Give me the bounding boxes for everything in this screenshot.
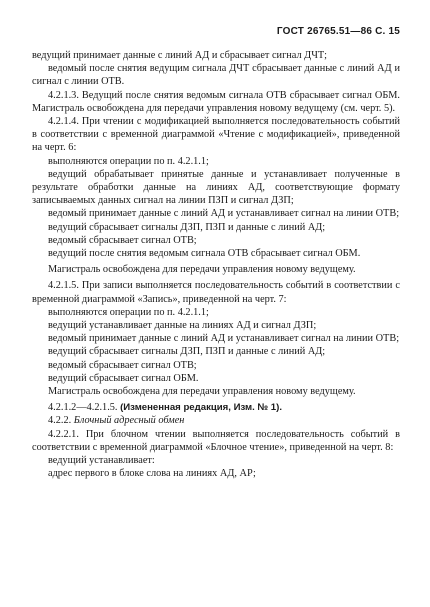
paragraph: 4.2.1.4. При чтении с модификацией выполняется последовательность событий в соответствии с временной диаграммой «Чтение с модификацией», приведенной на черт. 6: xyxy=(32,116,400,154)
paragraph: ведущий после снятия ведомым сигнала ОТВ сбрасывает сигнал ОБМ. xyxy=(48,248,361,260)
paragraph: ведущий сбрасывает сигналы ДЗП, ПЗП и данные с линий АД; xyxy=(48,346,326,358)
body-text xyxy=(32,49,400,481)
paragraph: ведомый сбрасывает сигнал ОТВ; xyxy=(48,359,197,371)
paragraph: адрес первого в блоке слова на линиях АД, АР; xyxy=(48,468,256,480)
paragraph: Магистраль освобождена для передачи управления новому ведущему. xyxy=(48,386,356,398)
paragraph: Магистраль освобождена для передачи управления новому ведущему. xyxy=(48,264,356,276)
amendment-note xyxy=(32,401,400,414)
paragraph: ведомый принимает данные с линий АД и устанавливает сигнал на линии ОТВ; xyxy=(48,208,400,220)
amendment-label: (Измененная редакция, Изм. № 1). xyxy=(120,402,283,414)
paragraph: 4.2.1.5. При записи выполняется последовательность событий в соответствии с временной диаграммой «Запись», приведенной на черт. 7: xyxy=(32,280,400,305)
section-title: Блочный адресный обмен xyxy=(73,415,185,427)
section-heading xyxy=(32,414,400,427)
paragraph: выполняются операции по п. 4.2.1.1; xyxy=(48,306,209,318)
paragraph: ведомый принимает данные с линий АД и устанавливает сигнал на линии ОТВ; xyxy=(48,333,400,345)
paragraph: ведущий сбрасывает сигнал ОБМ. xyxy=(48,372,199,384)
paragraph: ведущий устанавливает данные на линиях АД и сигнал ДЗП; xyxy=(48,320,317,332)
paragraph: ведущий обрабатывает принятые данные и устанавливает полученные в результате обработки данные на линиях АД, соответствующие формату записываемых данных сигнал на линии ПЗП и сигнал ДЗП; xyxy=(32,168,400,207)
paragraph: ведомый после снятия ведущим сигнала ДЧТ сбрасывает данные с линий АД и сигнал с линии ОТВ. xyxy=(32,63,400,88)
paragraph: выполняются операции по п. 4.2.1.1; xyxy=(48,155,209,167)
paragraph: ведущий принимает данные с линий АД и сбрасывает сигнал ДЧТ; xyxy=(32,50,328,61)
paragraph: ведущий устанавливает: xyxy=(48,455,155,467)
page-header: ГОСТ 26765.51—86 С. 15 xyxy=(276,26,400,37)
paragraph: 4.2.2.1. При блочном чтении выполняется последовательность событий в соответствии с временной диаграммой «Блочное чтение», приведенной на черт. 8: xyxy=(32,428,400,453)
section-number: 4.2.2. xyxy=(48,415,74,427)
paragraph: ведущий сбрасывает сигналы ДЗП, ПЗП и данные с линий АД; xyxy=(48,221,326,233)
amendment-ref: 4.2.1.2—4.2.1.5. xyxy=(48,402,121,414)
paragraph: 4.2.1.3. Ведущий после снятия ведомым сигнала ОТВ сбрасывает сигнал ОБМ. Магистраль освобождена для передачи управления новому ведущему (см. черт. 5). xyxy=(32,89,400,114)
paragraph: ведомый сбрасывает сигнал ОТВ; xyxy=(48,234,197,246)
